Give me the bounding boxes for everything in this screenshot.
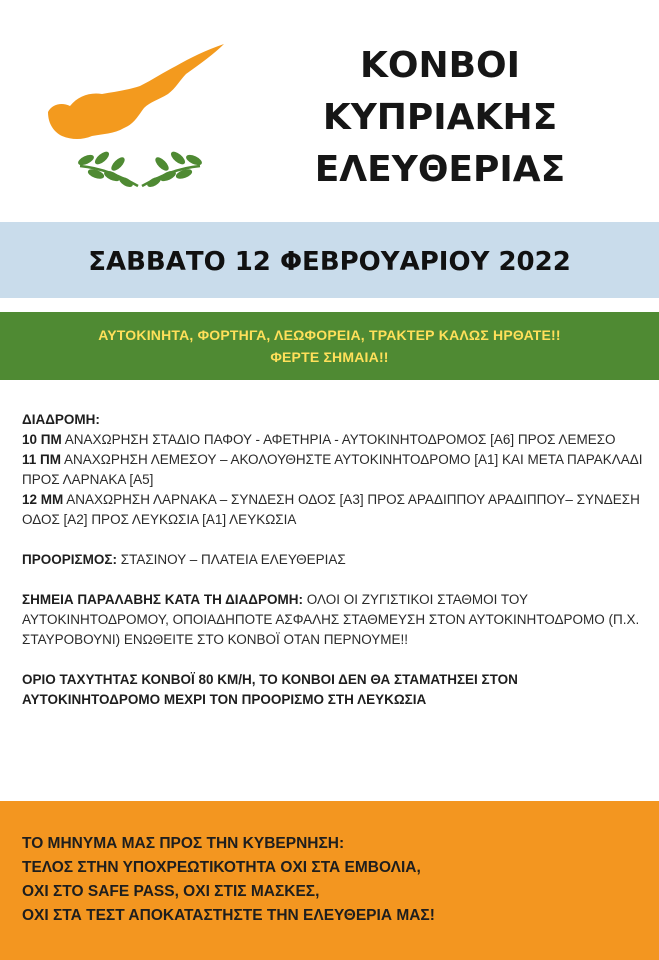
olive-branches-icon xyxy=(77,150,202,188)
route-stop-1 xyxy=(22,430,647,450)
title-line-2: ΚΥΠΡΙΑΚΗΣ xyxy=(322,97,558,138)
message-line-2: ΤΕΛΟΣ ΣΤΗΝ ΥΠΟΧΡΕΩΤΙΚΟΤΗΤΑ ΟΧΙ ΣΤΑ ΕΜΒΟΛΙΑ, xyxy=(22,859,421,876)
cyprus-flag-icon xyxy=(40,36,240,206)
pickup-points xyxy=(22,590,647,650)
welcome-banner xyxy=(0,312,659,380)
message-line-1: ΤΟ ΜΗΝΥΜΑ ΜΑΣ ΠΡΟΣ ΤΗΝ ΚΥΒΕΡΝΗΣΗ: xyxy=(22,835,345,852)
pickup-text: ΟΛΟΙ ΟΙ ΖΥΓΙΣΤΙΚΟΙ ΣΤΑΘΜΟΙ ΤΟΥ ΑΥΤΟΚΙΝΗΤΟΔΡΟΜΟΥ, ΟΠΟΙΑΔΗΠΟΤΕ ΑΣΦΑΛΗΣ ΣΤΑΘΜΕΥΣΗ ΣΤΟΝ ΑΥΤΟΚΙΝΗΤΟΔΡΟΜΟ (Π.Χ. ΣΤΑΥΡΟΒΟΥΝΙ) ΕΝΩΘΕΙΤΕ ΣΤΟ ΚΟΝΒΟΪ ΟΤΑΝ ΠΕΡΝΟΥΜΕ!! xyxy=(22,592,640,647)
speed-note: ΟΡΙΟ ΤΑΧΥΤΗΤΑΣ ΚΟΝΒΟΪ 80 ΚΜ/Η, ΤΟ ΚΟΝΒΟΙ ΔΕΝ ΘΑ ΣΤΑΜΑΤΗΣΕΙ ΣΤΟΝ ΑΥΤΟΚΙΝΗΤΟΔΡΟΜΟ ΜΕΧΡΙ ΤΟΝ ΠΡΟΟΡΙΣΜΟ ΣΤΗ ΛΕΥΚΩΣΙΑ xyxy=(22,672,518,707)
route-stop-3 xyxy=(22,490,647,530)
route-stop-2 xyxy=(22,450,647,490)
destination-text: ΣΤΑΣΙΝΟΥ – ΠΛΑΤΕΙΑ ΕΛΕΥΘΕΡΙΑΣ xyxy=(120,552,346,567)
title-line-3: ΕΛΕΥΘΕΡΙΑΣ xyxy=(314,149,566,190)
message-text xyxy=(22,832,652,928)
date-banner xyxy=(0,222,659,298)
pickup-label: ΣΗΜΕΙΑ ΠΑΡΑΛΑΒΗΣ ΚΑΤΑ ΤΗ ΔΙΑΔΡΟΜΗ: xyxy=(22,592,303,607)
title-line-1: ΚΟΝΒΟΙ xyxy=(359,45,521,86)
welcome-line-2: ΦΕΡΤΕ ΣΗΜΑΙΑ!! xyxy=(270,349,389,365)
event-date: ΣΑΒΒΑΤΟ 12 ΦΕΒΡΟΥΑΡΙΟΥ 2022 xyxy=(88,247,571,277)
route-stop-time: 10 ΠΜ xyxy=(22,432,62,447)
poster-title xyxy=(280,40,600,196)
destination-label: ΠΡΟΟΡΙΣΜΟΣ: xyxy=(22,552,117,567)
message-line-4: ΟΧΙ ΣΤΑ ΤΕΣΤ ΑΠΟΚΑΤΑΣΤΗΣΤΕ ΤΗΝ ΕΛΕΥΘΕΡΙΑ ΜΑΣ! xyxy=(22,907,435,924)
route-stop-time: 12 ΜΜ xyxy=(22,492,64,507)
destination xyxy=(22,550,647,570)
poster-header xyxy=(0,0,659,222)
welcome-line-1: ΑΥΤΟΚΙΝΗΤΑ, ΦΟΡΤΗΓΑ, ΛΕΩΦΟΡΕΙΑ, ΤΡΑΚΤΕΡ ΚΑΛΩΣ ΗΡΘΑΤΕ!! xyxy=(98,327,561,343)
route-stop-text: ΑΝΑΧΩΡΗΣΗ ΛΕΜΕΣΟΥ – ΑΚΟΛΟΥΘΗΣΤΕ ΑΥΤΟΚΙΝΗΤΟΔΡΟΜΟ [Α1] ΚΑΙ ΜΕΤΑ ΠΑΡΑΚΛΑΔΙ ΠΡΟΣ ΛΑΡΝΑΚΑ [Α5] xyxy=(22,452,643,487)
route-heading: ΔΙΑΔΡΟΜΗ: xyxy=(22,412,100,427)
route-stop-time: 11 ΠΜ xyxy=(22,452,62,467)
cyprus-island-icon xyxy=(48,44,224,139)
route-stop-text: ΑΝΑΧΩΡΗΣΗ ΣΤΑΔΙΟ ΠΑΦΟΥ - ΑΦΕΤΗΡΙΑ - ΑΥΤΟΚΙΝΗΤΟΔΡΟΜΟΣ [Α6] ΠΡΟΣ ΛΕΜΕΣΟ xyxy=(64,432,616,447)
details-section xyxy=(22,410,647,710)
route-stop-text: ΑΝΑΧΩΡΗΣΗ ΛΑΡΝΑΚΑ – ΣΥΝΔΕΣΗ ΟΔΟΣ [Α3] ΠΡΟΣ ΑΡΑΔΙΠΠΟΥ ΑΡΑΔΙΠΠΟΥ– ΣΥΝΔΕΣΗ ΟΔΟΣ [Α2] ΠΡΟΣ ΛΕΥΚΩΣΙΑ [Α1] ΛΕΥΚΩΣΙΑ xyxy=(22,492,640,527)
message-line-3: ΟΧΙ ΣΤΟ SAFE PASS, ΟΧΙ ΣΤΙΣ ΜΑΣΚΕΣ, xyxy=(22,883,320,900)
